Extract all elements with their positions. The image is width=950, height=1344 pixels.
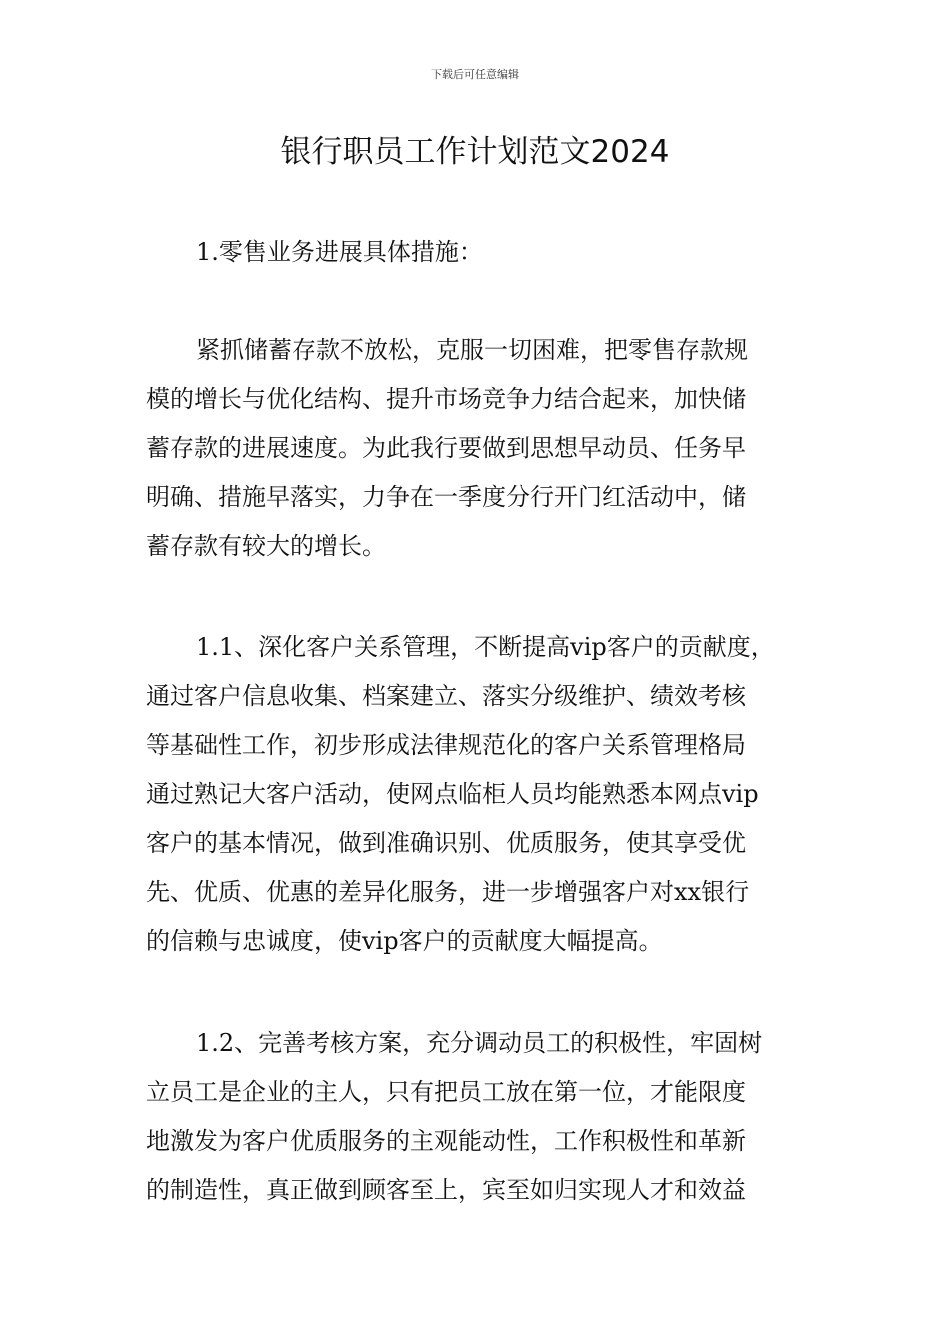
- paragraph-line: 先、优质、优惠的差异化服务，进一步增强客户对xx银行: [146, 878, 750, 906]
- paragraph-line: 客户的基本情况，做到准确识别、优质服务，使其享受优: [146, 829, 746, 857]
- paragraph-line: 通过客户信息收集、档案建立、落实分级维护、绩效考核: [146, 682, 746, 710]
- paragraph-line: 通过熟记大客户活动，使网点临柜人员均能熟悉本网点vip: [146, 780, 759, 808]
- paragraph-assessment: [146, 1019, 806, 1215]
- section-heading-retail: [146, 228, 806, 277]
- paragraph-customer-relations: [146, 623, 806, 966]
- header-note: 下载后可任意编辑: [431, 68, 519, 81]
- paragraph-line: 明确、措施早落实，力争在一季度分行开门红活动中，储: [146, 483, 746, 511]
- paragraph-line: 蓄存款有较大的增长。: [146, 532, 386, 560]
- paragraph-line: 的制造性，真正做到顾客至上，宾至如归实现人才和效益: [146, 1176, 746, 1204]
- paragraph-line: 1.2、完善考核方案，充分调动员工的积极性，牢固树: [196, 1029, 763, 1057]
- paragraph-line: 蓄存款的进展速度。为此我行要做到思想早动员、任务早: [146, 434, 746, 462]
- page-title: 银行职员工作计划范文2024: [280, 134, 670, 170]
- paragraph-line: 地激发为客户优质服务的主观能动性，工作积极性和革新: [146, 1127, 746, 1155]
- paragraph-savings: [146, 326, 806, 571]
- paragraph-line: 1.1、深化客户关系管理，不断提高vip客户的贡献度，: [196, 633, 775, 661]
- paragraph-line: 模的增长与优化结构、提升市场竞争力结合起来，加快储: [146, 385, 746, 413]
- paragraph-line: 的信赖与忠诚度，使vip客户的贡献度大幅提高。: [146, 927, 663, 955]
- paragraph-line: 立员工是企业的主人，只有把员工放在第一位，才能限度: [146, 1078, 746, 1106]
- paragraph-line: 1.零售业务进展具体措施：: [196, 238, 483, 266]
- paragraph-line: 紧抓储蓄存款不放松，克服一切困难，把零售存款规: [196, 336, 748, 364]
- paragraph-line: 等基础性工作，初步形成法律规范化的客户关系管理格局: [146, 731, 746, 759]
